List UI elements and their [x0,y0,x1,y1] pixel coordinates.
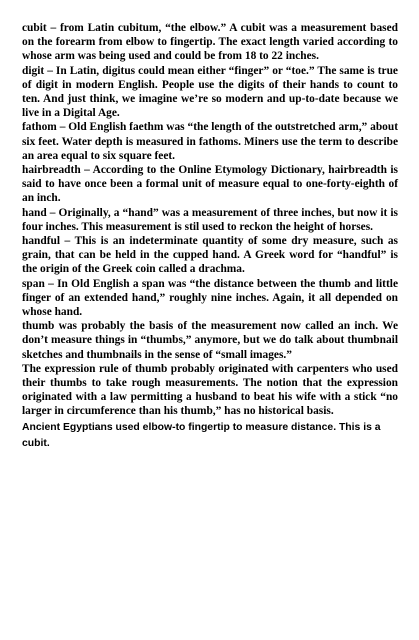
paragraph-cubit: cubit – from Latin cubitum, “the elbow.” A cubit was a measurement based on the forearm from elbow to fingertip. The exact length varied according to whose arm was being used and could be from 18 to 22 inches. [22,22,398,63]
paragraph-egyptians: Ancient Egyptians used elbow-to fingertip to measure distance. This is a cubit. [22,421,381,449]
paragraph-hairbreadth: hairbreadth – According to the Online Etymology Dictionary, hairbreadth is said to have once been a formal unit of measure equal to one-forty-eighth of an inch. [22,164,398,205]
paragraph-span: span – In Old English a span was “the distance between the thumb and little finger of an extended hand,” roughly nine inches. Again, it all depended on whose hand. [22,277,398,319]
paragraph-rule-of-thumb: The expression rule of thumb probably originated with carpenters who used their thumbs to take rough measurements. The notion that the expression originated with a law permitting a husband to beat his wife with a stick “no larger in circumference than his thumb,” has no historical basis. [22,362,398,418]
paragraph-digit: digit – In Latin, digitus could mean either “finger” or “toe.” The same is true of digit in modern English. People use the digits of their hands to count to ten. And just think, we imagine we’re so modern and up-to-date because we live in a Digital Age. [22,64,398,120]
paragraph-handful: handful – This is an indeterminate quantity of some dry measure, such as grain, that can be held in the cupped hand. A Greek word for “handful” is the origin of the Greek coin called a drachma. [22,235,398,276]
paragraph-fathom: fathom – Old English faethm was “the length of the outstretched arm,” about six feet. Water depth is measured in fathoms. Miners use the term to describe an area equal to six square feet. [22,121,398,162]
document-page [22,21,398,452]
paragraph-hand: hand – Originally, a “hand” was a measurement of three inches, but now it is four inches. This measurement is stil used to reckon the height of horses. [22,206,398,233]
paragraph-thumb: thumb was probably the basis of the measurement now called an inch. We don’t measure things in “thumbs,” anymore, but we do talk about thumbnail sketches and thumbnails in the sense of “small images.” [22,320,398,361]
